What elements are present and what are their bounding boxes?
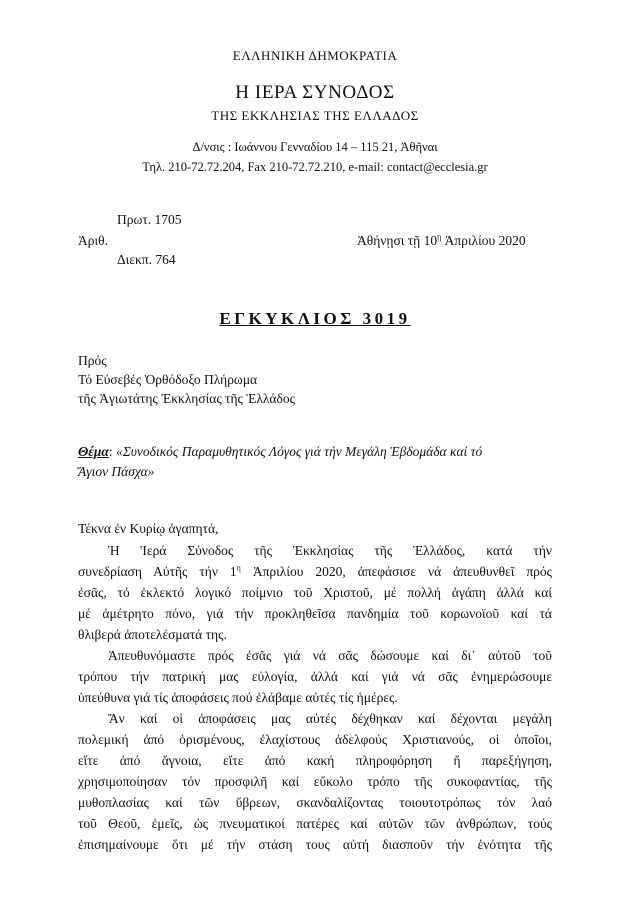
synod-heading: Η ΙΕΡΑ ΣΥΝΟΔΟΣ — [235, 82, 395, 103]
paragraph-line: μυθοπλασίας καί τῶν ὕβρεων, σκανδαλίζοντας τοιουτοτρόπως τόν λαό — [78, 795, 552, 810]
letter-date: Ἀθήνῃσι τῇ $10^ῃ$ Ἀπριλίου 2020 — [357, 232, 526, 248]
country-heading: ΕΛΛΗΝΙΚΗ ΔΗΜΟΚΡΑΤΙΑ — [232, 48, 398, 63]
paragraph-2 — [78, 645, 552, 708]
paragraph-line: Ἀπευθυνόμαστε πρός ἐσᾶς γιά νά σᾶς δώσουμε καί δι᾽ αὐτοῦ τοῦ — [108, 648, 552, 663]
paragraph-line: Ἡ Ἱερά Σύνοδος τῆς Ἐκκλησίας τῆς Ἑλλάδος, κατά τήν — [108, 543, 552, 558]
subject-line-2: Ἅγιον Πάσχα» — [78, 464, 155, 479]
dispatch-number: Διεκπ. 764 — [117, 252, 176, 267]
paragraph-line: χρησιμοποίησαν τόν προσφιλῆ καί εὔκολο τρόπο τῆς συκοφαντίας, τῆς — [78, 774, 552, 789]
paragraph-line: συνεδρίαση Αὐτῆς τήν $1^\eta$ Ἀπριλίου 2020, ἀπεφάσισε νά ἀπευθυνθεῖ πρός — [78, 563, 553, 579]
paragraph-line: τοῦ Θεοῦ, ἐμεῖς, ὡς πνευματικοί πατέρες καί αὐτῶν τῶν ἀνθρώπων, τούς — [78, 816, 552, 831]
circular-title: ΕΓΚΥΚΛΙΟΣ 3019 — [219, 309, 411, 328]
paragraph-line: Ἄν καί οἱ ἀποφάσεις μας αὐτές δέχθηκαν καί δέχονται μεγάλη — [108, 711, 552, 726]
paragraph-line: ἐσᾶς, τό ἐκλεκτό λογικό ποίμνιο τοῦ Χριστοῦ, μέ πολλή ἀγάπη ἀλλά καί — [78, 585, 552, 600]
recipient-line-1: Τό Εὐσεβές Ὀρθόδοξο Πλήρωμα — [78, 372, 258, 387]
paragraph-line: τρόπου τήν πατρική μας εὐλογία, ἀλλά καί γιά νά σᾶς ἐνημερώσουμε — [78, 669, 552, 684]
greeting: Τέκνα ἐν Κυρίῳ ἀγαπητά, — [78, 521, 219, 536]
subject-label: Θέμα — [78, 444, 109, 459]
address-line: Δ/νσις : Ιωάννου Γενναδίου 14 – 115 21, Ἀθῆναι — [192, 140, 438, 154]
recipient-line-2: τῆς Ἁγιωτάτης Ἐκκλησίας τῆς Ἑλλάδος — [78, 391, 295, 406]
paragraph-line: μέ ἀμέτρητο πόνο, γιά τήν προκληθεῖσα πανδημία τοῦ κορωνοϊοῦ καί τά — [78, 606, 552, 621]
paragraph-line: ὑπεύθυνα γιά τίς ἀποφάσεις πού ἐλάβαμε αὐτές τίς ἡμέρες. — [78, 690, 398, 705]
church-heading: ΤΗΣ ΕΚΚΛΗΣΙΑΣ ΤΗΣ ΕΛΛΑΔΟΣ — [211, 108, 419, 123]
paragraph-line: θλιβερά ἀποτελέσματά της. — [78, 627, 227, 642]
paragraph-line: εἴτε ἀπό ἄγνοια, εἴτε ἀπό κακή πληροφόρηση ἤ παρεξήγηση, — [78, 753, 552, 768]
subject-line-1: Θέμα: «Συνοδικός Παραμυθητικός Λόγος γιά τήν Μεγάλη Ἑβδομάδα καί τό — [78, 444, 483, 459]
paragraph-1 — [78, 540, 552, 645]
recipient-to: Πρός — [78, 353, 107, 368]
contact-line: Τηλ. 210-72.72.204, Fax 210-72.72.210, e-mail: contact@ecclesia.gr — [142, 160, 488, 174]
protocol-number: Πρωτ. 1705 — [117, 212, 182, 227]
paragraph-3 — [78, 708, 552, 855]
number-label: Ἀριθ. — [78, 233, 108, 248]
paragraph-line: ἐπισημαίνουμε ὅτι μέ τήν στάση τους αὐτή διασποῦν τήν ἑνότητα τῆς — [78, 837, 552, 852]
paragraph-line: πολεμική ἀπό ὁρισμένους, ἐλαχίστους ἀδελφούς Χριστιανούς, οἱ ὁποῖοι, — [78, 732, 552, 747]
